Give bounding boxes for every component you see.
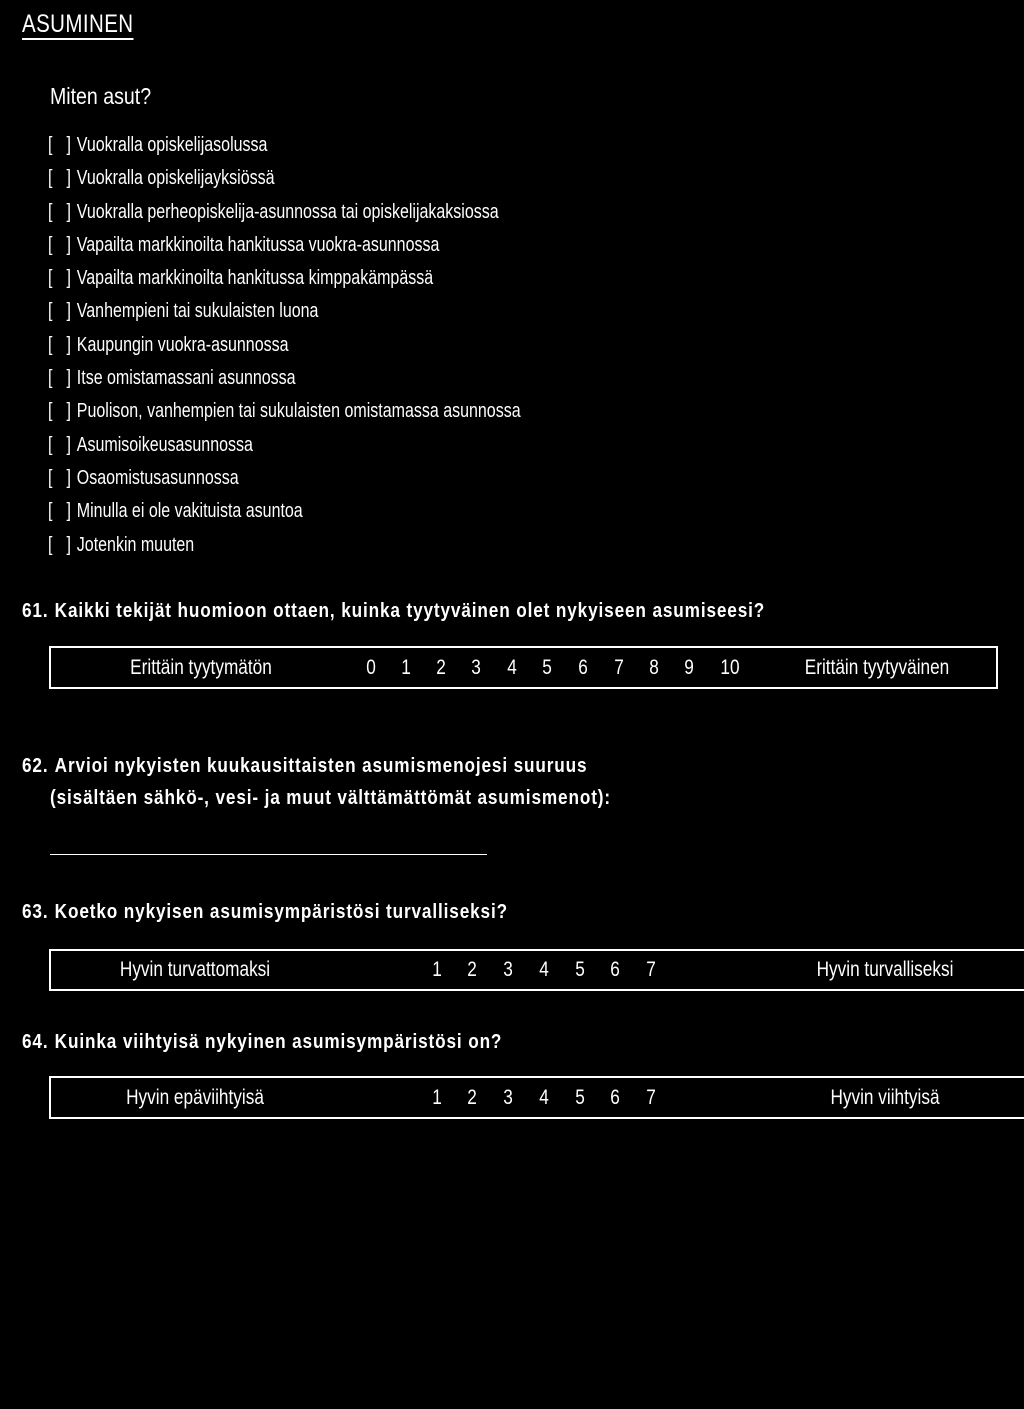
- option-label: Minulla ei ole vakituista asuntoa: [76, 500, 303, 523]
- housing-option[interactable]: [48, 164, 521, 197]
- option-label: Vapailta markkinoilta hankitussa kimppakämpässä: [76, 267, 434, 290]
- pleasantness-scale-64: [49, 1076, 1024, 1119]
- scale-option-4[interactable]: 4: [539, 1085, 549, 1109]
- scale-high-label: Hyvin turvalliseksi: [816, 958, 954, 981]
- option-label: Vuokralla perheopiskelija-asunnossa tai opiskelijakaksiossa: [76, 200, 499, 223]
- question-text: Koetko nykyisen asumisympäristösi turvalliseksi?: [54, 901, 508, 923]
- scale-option-3[interactable]: 3: [471, 655, 481, 679]
- checkbox[interactable]: [ ]: [48, 200, 76, 223]
- scale-option-5[interactable]: 5: [575, 958, 585, 981]
- option-label: Vapailta markkinoilta hankitussa vuokra-asunnossa: [76, 233, 440, 256]
- scale-option-3[interactable]: 3: [503, 958, 513, 981]
- housing-option[interactable]: [48, 264, 521, 297]
- housing-option[interactable]: [48, 297, 521, 330]
- scale-option-7[interactable]: 7: [646, 1085, 656, 1109]
- question-number: 62.: [22, 755, 49, 777]
- scale-option-6[interactable]: 6: [610, 1085, 620, 1109]
- housing-option[interactable]: [48, 497, 521, 530]
- checkbox[interactable]: [ ]: [48, 167, 76, 190]
- scale-option-0[interactable]: 0: [366, 655, 376, 679]
- scale-option-2[interactable]: 2: [467, 1085, 477, 1109]
- checkbox[interactable]: [ ]: [48, 267, 76, 290]
- checkbox[interactable]: [ ]: [48, 433, 76, 456]
- housing-options: [48, 131, 639, 564]
- option-label: Vanhempieni tai sukulaisten luona: [76, 300, 319, 323]
- question-64-title: [22, 1031, 502, 1054]
- scale-option-8[interactable]: 8: [649, 655, 659, 679]
- housing-question: Miten asut?: [50, 83, 152, 109]
- option-label: Itse omistamassani asunnossa: [76, 367, 296, 390]
- scale-option-10[interactable]: 10: [720, 655, 740, 679]
- question-63-title: [22, 901, 508, 924]
- checkbox[interactable]: [ ]: [48, 134, 76, 156]
- question-number: 63.: [22, 901, 49, 923]
- scale-option-5[interactable]: 5: [542, 655, 552, 679]
- scale-option-6[interactable]: 6: [578, 655, 588, 679]
- housing-option[interactable]: [48, 131, 521, 164]
- expense-answer-line[interactable]: [50, 854, 487, 855]
- scale-high-label: Erittäin tyytyväinen: [804, 655, 950, 679]
- housing-option[interactable]: [48, 431, 521, 464]
- satisfaction-scale-61: [49, 646, 998, 689]
- section-title: ASUMINEN: [22, 10, 134, 38]
- housing-option[interactable]: [48, 531, 521, 564]
- scale-option-7[interactable]: 7: [646, 958, 656, 981]
- checkbox[interactable]: [ ]: [48, 466, 76, 489]
- option-label: Jotenkin muuten: [76, 533, 195, 556]
- scale-option-4[interactable]: 4: [539, 958, 549, 981]
- scale-option-7[interactable]: 7: [614, 655, 624, 679]
- housing-option[interactable]: [48, 231, 521, 264]
- option-label: Kaupungin vuokra-asunnossa: [76, 333, 289, 356]
- scale-option-2[interactable]: 2: [436, 655, 446, 679]
- question-number: 61.: [22, 600, 49, 622]
- checkbox[interactable]: [ ]: [48, 533, 76, 556]
- scale-low-label: Hyvin turvattomaksi: [119, 958, 271, 981]
- question-text: Arvioi nykyisten kuukausittaisten asumismenojesi suuruus: [54, 755, 588, 777]
- checkbox[interactable]: [ ]: [48, 400, 76, 423]
- scale-option-6[interactable]: 6: [610, 958, 620, 981]
- housing-option[interactable]: [48, 331, 521, 364]
- question-62-subtitle: (sisältäen sähkö-, vesi- ja muut välttämättömät asumismenot):: [50, 787, 611, 809]
- scale-high-label: Hyvin viihtyisä: [830, 1085, 940, 1109]
- option-label: Vuokralla opiskelijasolussa: [76, 134, 268, 156]
- option-label: Puolison, vanhempien tai sukulaisten omistamassa asunnossa: [76, 400, 521, 423]
- question-text: Kuinka viihtyisä nykyinen asumisympäristösi on?: [54, 1031, 503, 1053]
- question-61-title: [22, 600, 765, 623]
- scale-option-2[interactable]: 2: [467, 958, 477, 981]
- question-62-title: [22, 755, 587, 778]
- checkbox[interactable]: [ ]: [48, 500, 76, 523]
- housing-option[interactable]: [48, 198, 521, 231]
- scale-low-label: Hyvin epäviihtyisä: [126, 1085, 264, 1109]
- checkbox[interactable]: [ ]: [48, 333, 76, 356]
- option-label: Osaomistusasunnossa: [76, 466, 239, 489]
- scale-option-5[interactable]: 5: [575, 1085, 585, 1109]
- housing-option[interactable]: [48, 364, 521, 397]
- scale-option-3[interactable]: 3: [503, 1085, 513, 1109]
- question-number: 64.: [22, 1031, 49, 1053]
- safety-scale-63: [49, 949, 1024, 991]
- scale-option-9[interactable]: 9: [684, 655, 694, 679]
- option-label: Vuokralla opiskelijayksiössä: [76, 167, 275, 190]
- option-label: Asumisoikeusasunnossa: [76, 433, 253, 456]
- scale-option-1[interactable]: 1: [401, 655, 411, 679]
- checkbox[interactable]: [ ]: [48, 233, 76, 256]
- scale-option-1[interactable]: 1: [432, 958, 442, 981]
- scale-low-label: Erittäin tyytymätön: [130, 655, 272, 679]
- housing-option[interactable]: [48, 397, 521, 430]
- checkbox[interactable]: [ ]: [48, 367, 76, 390]
- question-text: Kaikki tekijät huomioon ottaen, kuinka tyytyväinen olet nykyiseen asumiseesi?: [54, 600, 766, 622]
- scale-option-1[interactable]: 1: [432, 1085, 442, 1109]
- scale-option-4[interactable]: 4: [507, 655, 517, 679]
- checkbox[interactable]: [ ]: [48, 300, 76, 323]
- housing-option[interactable]: [48, 464, 521, 497]
